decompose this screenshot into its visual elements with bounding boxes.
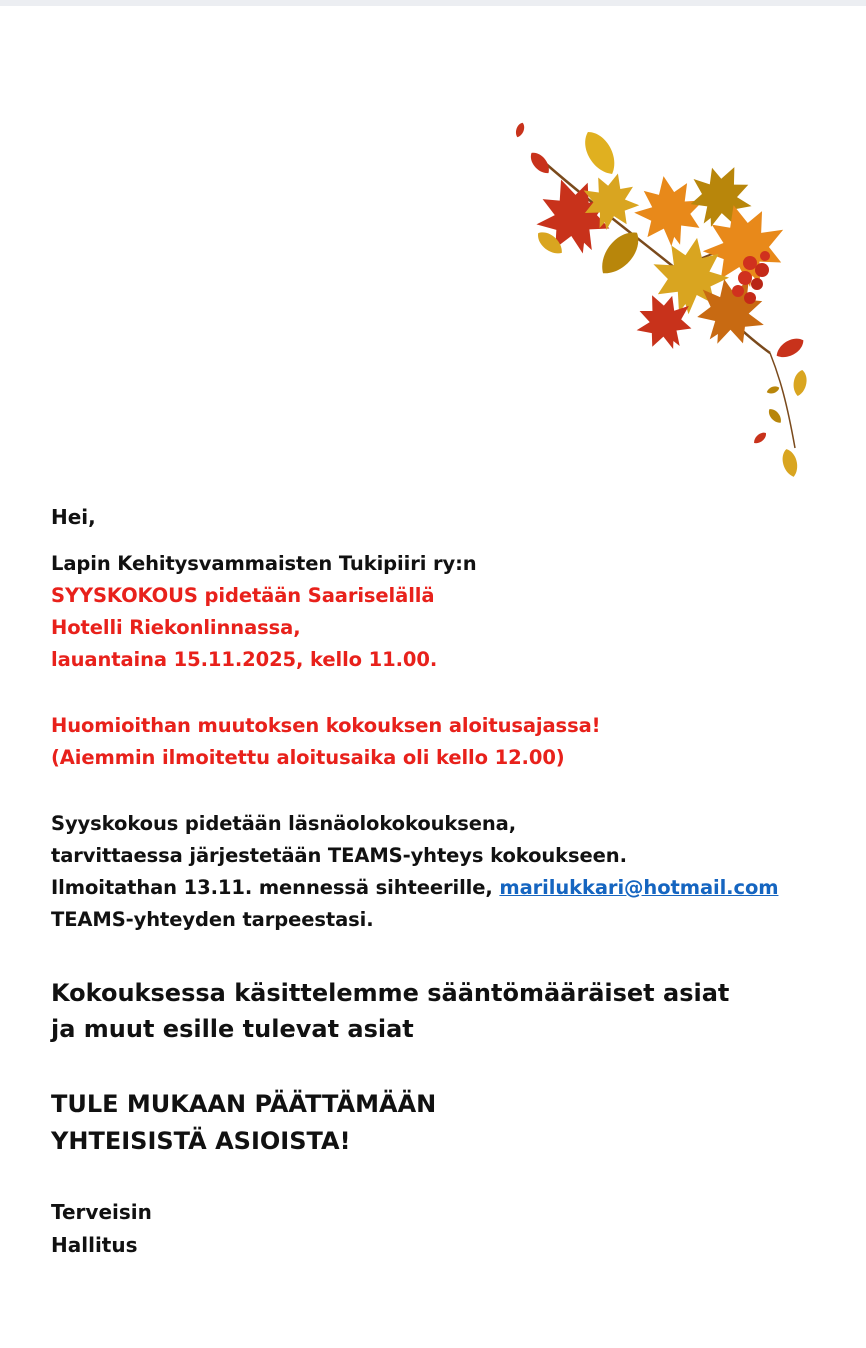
info-line-3 (51, 874, 778, 902)
event-title: SYYSKOKOUS pidetään Saariselällä (51, 584, 435, 607)
agenda-line-1: Kokouksessa käsittelemme sääntömääräiset asiat (51, 979, 730, 1007)
info-line-3-text: Ilmoitathan 13.11. mennessä sihteerille, (51, 876, 493, 899)
closing: Terveisin (51, 1200, 152, 1224)
info-line-2: tarvittaessa järjestetään TEAMS-yhteys kokoukseen. (51, 844, 627, 867)
call-line-1: TULE MUKAAN PÄÄTTÄMÄÄN (51, 1090, 437, 1118)
info-line-4: TEAMS-yhteyden tarpeestasi. (51, 908, 374, 931)
event-datetime: lauantaina 15.11.2025, kello 11.00. (51, 648, 438, 671)
secretary-email-link[interactable]: marilukkari@hotmail.com (499, 876, 779, 899)
greeting: Hei, (51, 505, 96, 529)
autumn-leaves-icon (505, 118, 825, 490)
call-line-2: YHTEISISTÄ ASIOISTA! (51, 1127, 351, 1155)
signature: Hallitus (51, 1233, 138, 1257)
agenda-line-2: ja muut esille tulevat asiat (51, 1015, 414, 1043)
top-status-strip (0, 0, 866, 6)
event-venue: Hotelli Riekonlinnassa, (51, 616, 301, 639)
info-line-1: Syyskokous pidetään läsnäolokokouksena, (51, 812, 517, 835)
change-notice: Huomioithan muutoksen kokouksen aloitusajassa! (51, 714, 601, 737)
previous-time-note: (Aiemmin ilmoitettu aloitusaika oli kello 12.00) (51, 746, 565, 769)
org-line: Lapin Kehitysvammaisten Tukipiiri ry:n (51, 552, 477, 575)
